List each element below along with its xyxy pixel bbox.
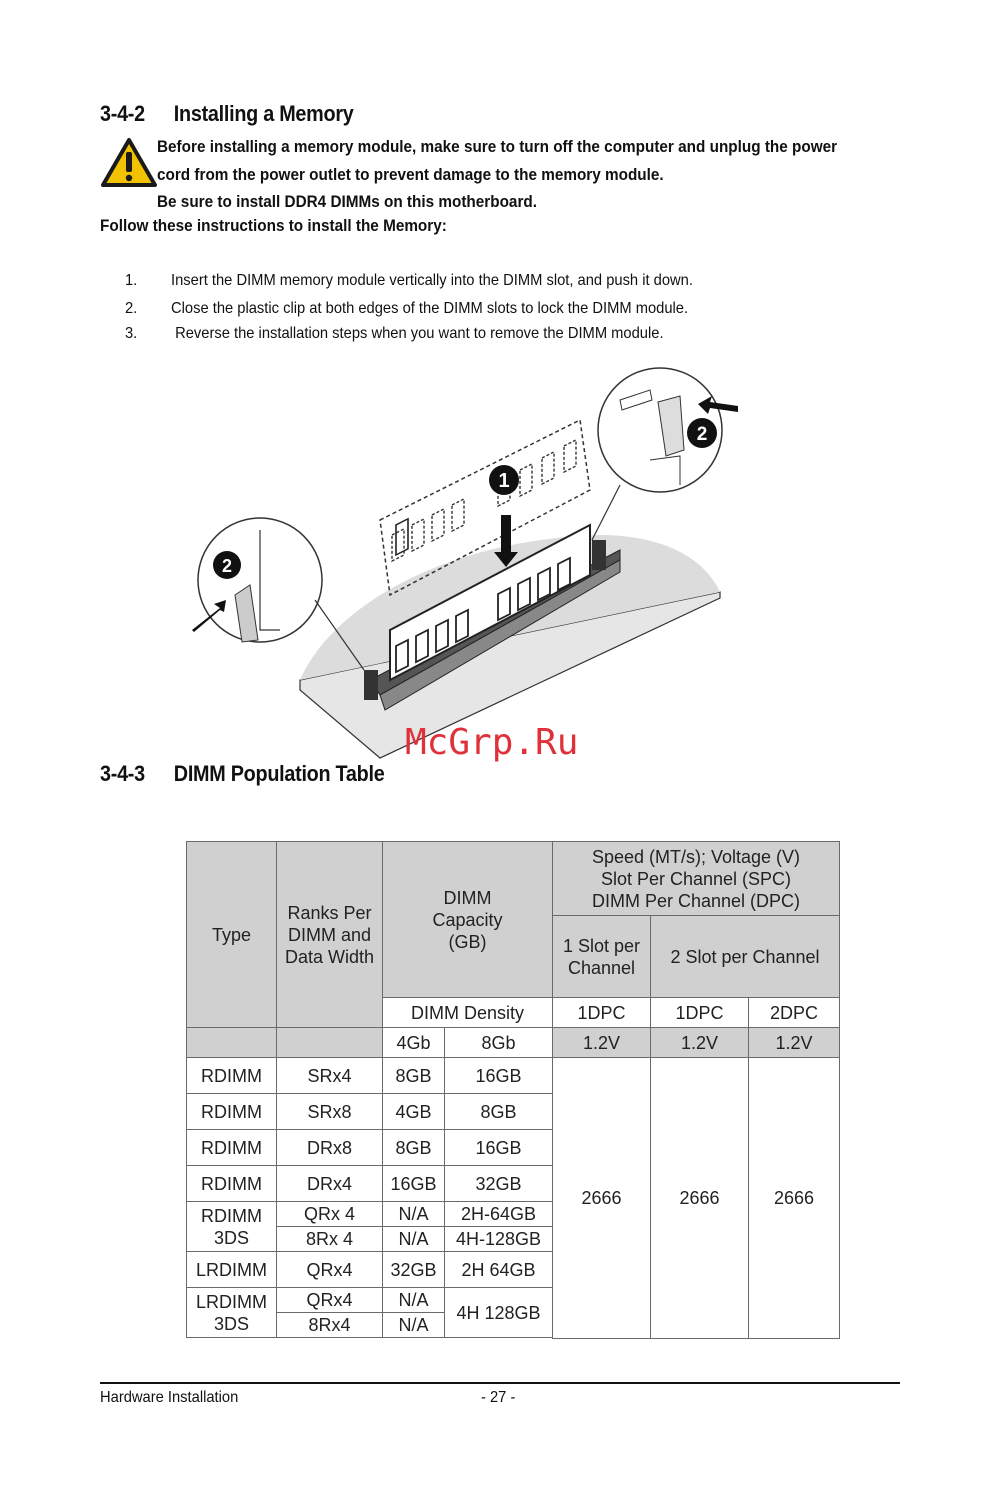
header-capacity: DIMM Capacity (GB)	[383, 842, 553, 998]
table-row: RDIMM SRx4 8GB 16GB 2666 2666 2666	[187, 1058, 840, 1094]
memory-installation-figure	[180, 360, 740, 760]
section-number: 3-4-3	[100, 761, 145, 786]
table-row: RDIMM DRx4 16GB 32GB	[187, 1166, 840, 1202]
section-title: Installing a Memory	[173, 101, 354, 126]
warning-line-2: cord from the power outlet to prevent damage to the memory module.	[157, 165, 664, 184]
speed-2spc-1dpc: 2666	[651, 1058, 749, 1339]
table-row: RDIMM 3DS QRx 4 N/A 2H-64GB	[187, 1202, 840, 1227]
header-1dpc-a: 1DPC	[553, 998, 651, 1028]
callout-2-left: 2	[221, 556, 233, 576]
header-density-4gb: 4Gb	[383, 1028, 445, 1058]
header-1dpc-b: 1DPC	[651, 998, 749, 1028]
header-density: DIMM Density	[383, 998, 553, 1028]
speed-2spc-2dpc: 2666	[749, 1058, 840, 1339]
callout-2-right: 2	[696, 424, 708, 445]
warning-icon	[100, 137, 158, 189]
instructions-heading: Follow these instructions to install the Memory:	[100, 216, 447, 235]
header-speed: Speed (MT/s); Voltage (V) Slot Per Channel (SPC) DIMM Per Channel (DPC)	[553, 842, 840, 916]
warning-line-3: Be sure to install DDR4 DIMMs on this motherboard.	[157, 192, 537, 211]
table-row: RDIMM DRx8 8GB 16GB	[187, 1130, 840, 1166]
header-type: Type	[187, 842, 277, 1028]
table-row: LRDIMM 3DS QRx4 N/A 4H 128GB	[187, 1288, 840, 1313]
speed-1spc-1dpc: 2666	[553, 1058, 651, 1339]
step-1: 1. Insert the DIMM memory module vertically into the DIMM slot, and push it down.	[125, 272, 693, 289]
step-2: 2. Close the plastic clip at both edges of the DIMM slots to lock the DIMM module.	[125, 300, 689, 317]
footer-section-name: Hardware Installation	[100, 1389, 239, 1406]
step-3: 3. Reverse the installation steps when you want to remove the DIMM module.	[125, 325, 664, 342]
table-row: 8Rx4 N/A	[187, 1313, 840, 1338]
table-row: LRDIMM QRx4 32GB 2H 64GB	[187, 1252, 840, 1288]
section-heading-installing-memory	[100, 101, 354, 127]
watermark: McGrp.Ru	[405, 722, 579, 763]
callout-1: 1	[498, 470, 510, 492]
header-ranks: Ranks Per DIMM and Data Width	[277, 842, 383, 1028]
warning-line-1: Before installing a memory module, make sure to turn off the computer and unplug the power	[157, 137, 838, 156]
header-two-slot: 2 Slot per Channel	[651, 916, 840, 998]
page-number: - 27 -	[481, 1389, 516, 1406]
header-2dpc: 2DPC	[749, 998, 840, 1028]
section-title: DIMM Population Table	[173, 761, 385, 786]
voltage-3: 1.2V	[749, 1028, 840, 1058]
table-row: 8Rx 4 N/A 4H-128GB	[187, 1227, 840, 1252]
footer-rule	[100, 1382, 900, 1384]
section-heading-dimm-population	[100, 761, 384, 787]
header-one-slot: 1 Slot per Channel	[553, 916, 651, 998]
voltage-1: 1.2V	[553, 1028, 651, 1058]
dimm-population-table	[186, 841, 840, 1339]
voltage-2: 1.2V	[651, 1028, 749, 1058]
section-number: 3-4-2	[100, 101, 145, 126]
table-row: RDIMM SRx8 4GB 8GB	[187, 1094, 840, 1130]
header-density-8gb: 8Gb	[445, 1028, 553, 1058]
